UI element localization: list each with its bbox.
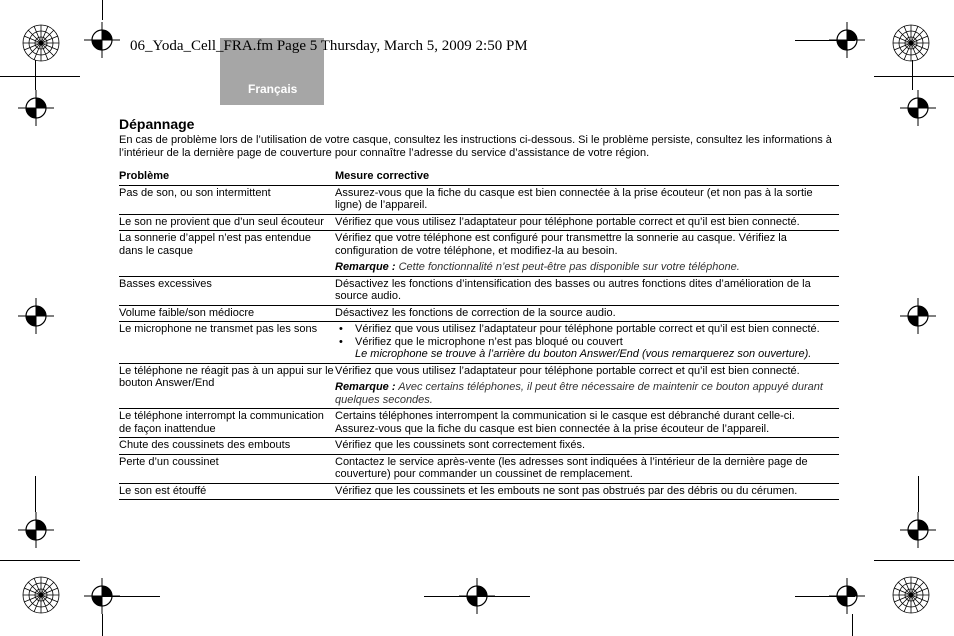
crosshair-icon bbox=[900, 90, 936, 126]
table-header-row bbox=[119, 169, 839, 185]
problem-cell: Le microphone ne transmet pas les sons bbox=[119, 322, 335, 364]
solution-cell bbox=[335, 363, 839, 409]
problem-cell: Chute des coussinets des embouts bbox=[119, 438, 335, 455]
solution-cell: Vérifiez que vous utilisez l’adaptateur pour téléphone portable correct et qu’il est bien connecté. bbox=[335, 214, 839, 231]
note bbox=[335, 381, 839, 406]
language-tab-label: Français bbox=[248, 82, 298, 96]
table-row bbox=[119, 454, 839, 483]
crosshair-icon bbox=[18, 298, 54, 334]
crosshair-icon bbox=[18, 512, 54, 548]
table-row bbox=[119, 276, 839, 305]
list-item-text: Vérifiez que le microphone n’est pas bloqué ou couvert bbox=[355, 335, 623, 348]
column-header-solution: Mesure corrective bbox=[335, 169, 839, 185]
solution-cell: Désactivez les fonctions de correction de la source audio. bbox=[335, 305, 839, 322]
note-label: Remarque : bbox=[335, 261, 396, 273]
problem-cell: La sonnerie d’appel n’est pas entendue dans le casque bbox=[119, 231, 335, 277]
page-title: Dépannage bbox=[119, 116, 195, 132]
problem-cell: Volume faible/son médiocre bbox=[119, 305, 335, 322]
problem-cell: Le téléphone ne réagit pas à un appui sur le bouton Answer/End bbox=[119, 363, 335, 409]
solution-cell: Vérifiez que les coussinets et les embouts ne sont pas obstrués par des débris ou du cérumen. bbox=[335, 483, 839, 500]
note-label: Remarque : bbox=[335, 381, 396, 393]
registration-target-icon bbox=[18, 20, 64, 66]
problem-cell: Basses excessives bbox=[119, 276, 335, 305]
solution-cell: Assurez-vous que la fiche du casque est bien connectée à la prise écouteur (et non pas à la sortie ligne) de l’appareil. bbox=[335, 185, 839, 214]
list-item-subtext: Le microphone se trouve à l’arrière du bouton Answer/End (vous remarquerez son ouverture). bbox=[355, 348, 812, 360]
problem-cell: Perte d’un coussinet bbox=[119, 454, 335, 483]
print-header: 06_Yoda_Cell_FRA.fm Page 5 Thursday, March 5, 2009 2:50 PM bbox=[130, 38, 528, 54]
solution-cell: Certains téléphones interrompent la communication si le casque est débranché durant celle-ci. Assurez-vous que la fiche du casque est bien connectée à la prise écouteur de l’appareil. bbox=[335, 409, 839, 438]
registration-target-icon bbox=[18, 572, 64, 618]
column-header-problem: Problème bbox=[119, 169, 335, 185]
solution-cell: Vérifiez que les coussinets sont correctement fixés. bbox=[335, 438, 839, 455]
solution-text: Vérifiez que vous utilisez l’adaptateur pour téléphone portable correct et qu’il est bien connecté. bbox=[335, 364, 800, 377]
registration-target-icon bbox=[888, 20, 934, 66]
table-row bbox=[119, 363, 839, 409]
table-row bbox=[119, 185, 839, 214]
table-row bbox=[119, 214, 839, 231]
crosshair-icon bbox=[900, 512, 936, 548]
table-row bbox=[119, 322, 839, 364]
troubleshooting-section bbox=[119, 116, 839, 500]
table-row bbox=[119, 438, 839, 455]
crosshair-icon bbox=[84, 22, 120, 58]
crosshair-icon bbox=[900, 298, 936, 334]
problem-cell: Pas de son, ou son intermittent bbox=[119, 185, 335, 214]
solution-cell: Désactivez les fonctions d’intensification des basses ou autres fonctions dites d’amélioration de la source audio. bbox=[335, 276, 839, 305]
note bbox=[335, 261, 839, 274]
list-item: • Vérifiez que vous utilisez l’adaptateur pour téléphone portable correct et qu’il est bien connecté. bbox=[335, 323, 839, 336]
problem-cell: Le son est étouffé bbox=[119, 483, 335, 500]
table-row bbox=[119, 305, 839, 322]
problem-cell: Le son ne provient que d’un seul écouteur bbox=[119, 214, 335, 231]
intro-paragraph: En cas de problème lors de l’utilisation de votre casque, consultez les instructions ci-dessous. Si le problème persiste, consultez les informations à l’intérieur de la dernière page de couverture pour connaître l’adresse du service d’assistance de votre région. bbox=[119, 134, 832, 159]
registration-target-icon bbox=[888, 572, 934, 618]
problem-cell: Le téléphone interrompt la communication de façon inattendue bbox=[119, 409, 335, 438]
solution-text: Vérifiez que votre téléphone est configuré pour transmettre la sonnerie au casque. Vérifiez la configuration de votre téléphone, et modifiez-la au besoin. bbox=[335, 232, 787, 257]
note-text: Avec certains téléphones, il peut être nécessaire de maintenir ce bouton appuyé durant quelques secondes. bbox=[335, 381, 823, 406]
list-item bbox=[335, 336, 839, 361]
table-row bbox=[119, 483, 839, 500]
bullet-list bbox=[335, 323, 839, 361]
table-row bbox=[119, 231, 839, 277]
solution-cell bbox=[335, 231, 839, 277]
troubleshooting-table bbox=[119, 169, 839, 500]
solution-cell bbox=[335, 322, 839, 364]
note-text: Cette fonctionnalité n’est peut-être pas disponible sur votre téléphone. bbox=[398, 261, 740, 273]
solution-cell: Contactez le service après-vente (les adresses sont indiquées à l’intérieur de la dernière page de couverture) pour commander un coussinet de remplacement. bbox=[335, 454, 839, 483]
crosshair-icon bbox=[18, 90, 54, 126]
table-row bbox=[119, 409, 839, 438]
